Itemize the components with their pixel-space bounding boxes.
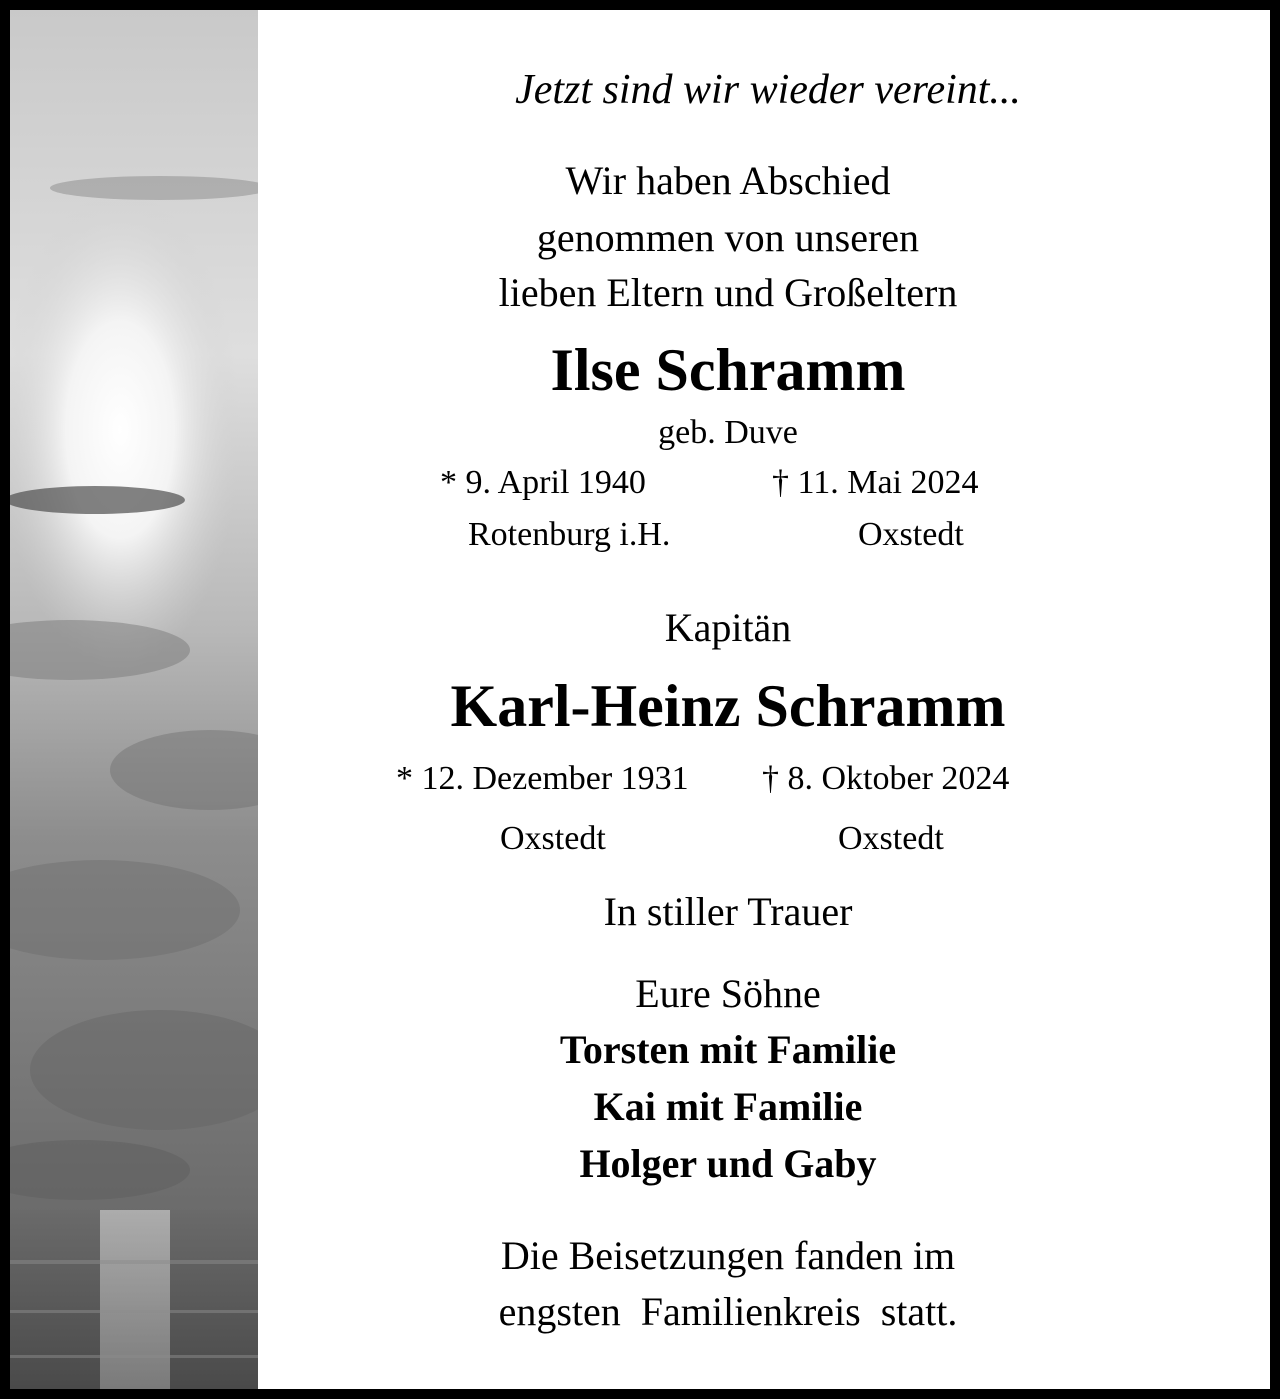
- intro-line-3: lieben Eltern und Großeltern: [498, 270, 958, 315]
- person2-death-place: Oxstedt: [838, 820, 944, 857]
- person1-name: Ilse Schramm: [550, 337, 906, 403]
- person2-birth-place: Oxstedt: [500, 820, 606, 857]
- person2-title: Kapitän: [664, 605, 792, 650]
- notice-text: [258, 10, 1270, 1389]
- family-member: Holger und Gaby: [579, 1141, 877, 1186]
- intro-line-2: genommen von unseren: [536, 215, 920, 260]
- motto: Jetzt sind wir wieder vereint...: [515, 67, 1021, 113]
- person1-maiden-name: geb. Duve: [658, 414, 798, 451]
- closing-line-1: Die Beisetzungen fanden im: [500, 1233, 956, 1278]
- person2-death: † 8. Oktober 2024: [762, 760, 1010, 797]
- closing-line-2: engsten Familienkreis statt.: [498, 1289, 958, 1334]
- sunset-sea-image: [10, 10, 258, 1389]
- family-member: Torsten mit Familie: [559, 1027, 897, 1072]
- person2-name: Karl-Heinz Schramm: [450, 673, 1006, 739]
- family-heading: Eure Söhne: [635, 971, 821, 1016]
- person1-death: † 11. Mai 2024: [772, 464, 979, 501]
- person2-birth: * 12. Dezember 1931: [396, 760, 689, 797]
- mourning-text: In stiller Trauer: [603, 889, 853, 934]
- person1-birth: * 9. April 1940: [440, 464, 646, 501]
- intro-line-1: Wir haben Abschied: [565, 158, 891, 203]
- person1-birth-place: Rotenburg i.H.: [468, 516, 671, 553]
- obituary-notice: [10, 10, 1270, 1389]
- family-member: Kai mit Familie: [593, 1084, 863, 1129]
- sunset-sea-illustration: [10, 10, 258, 1389]
- person1-death-place: Oxstedt: [858, 516, 964, 553]
